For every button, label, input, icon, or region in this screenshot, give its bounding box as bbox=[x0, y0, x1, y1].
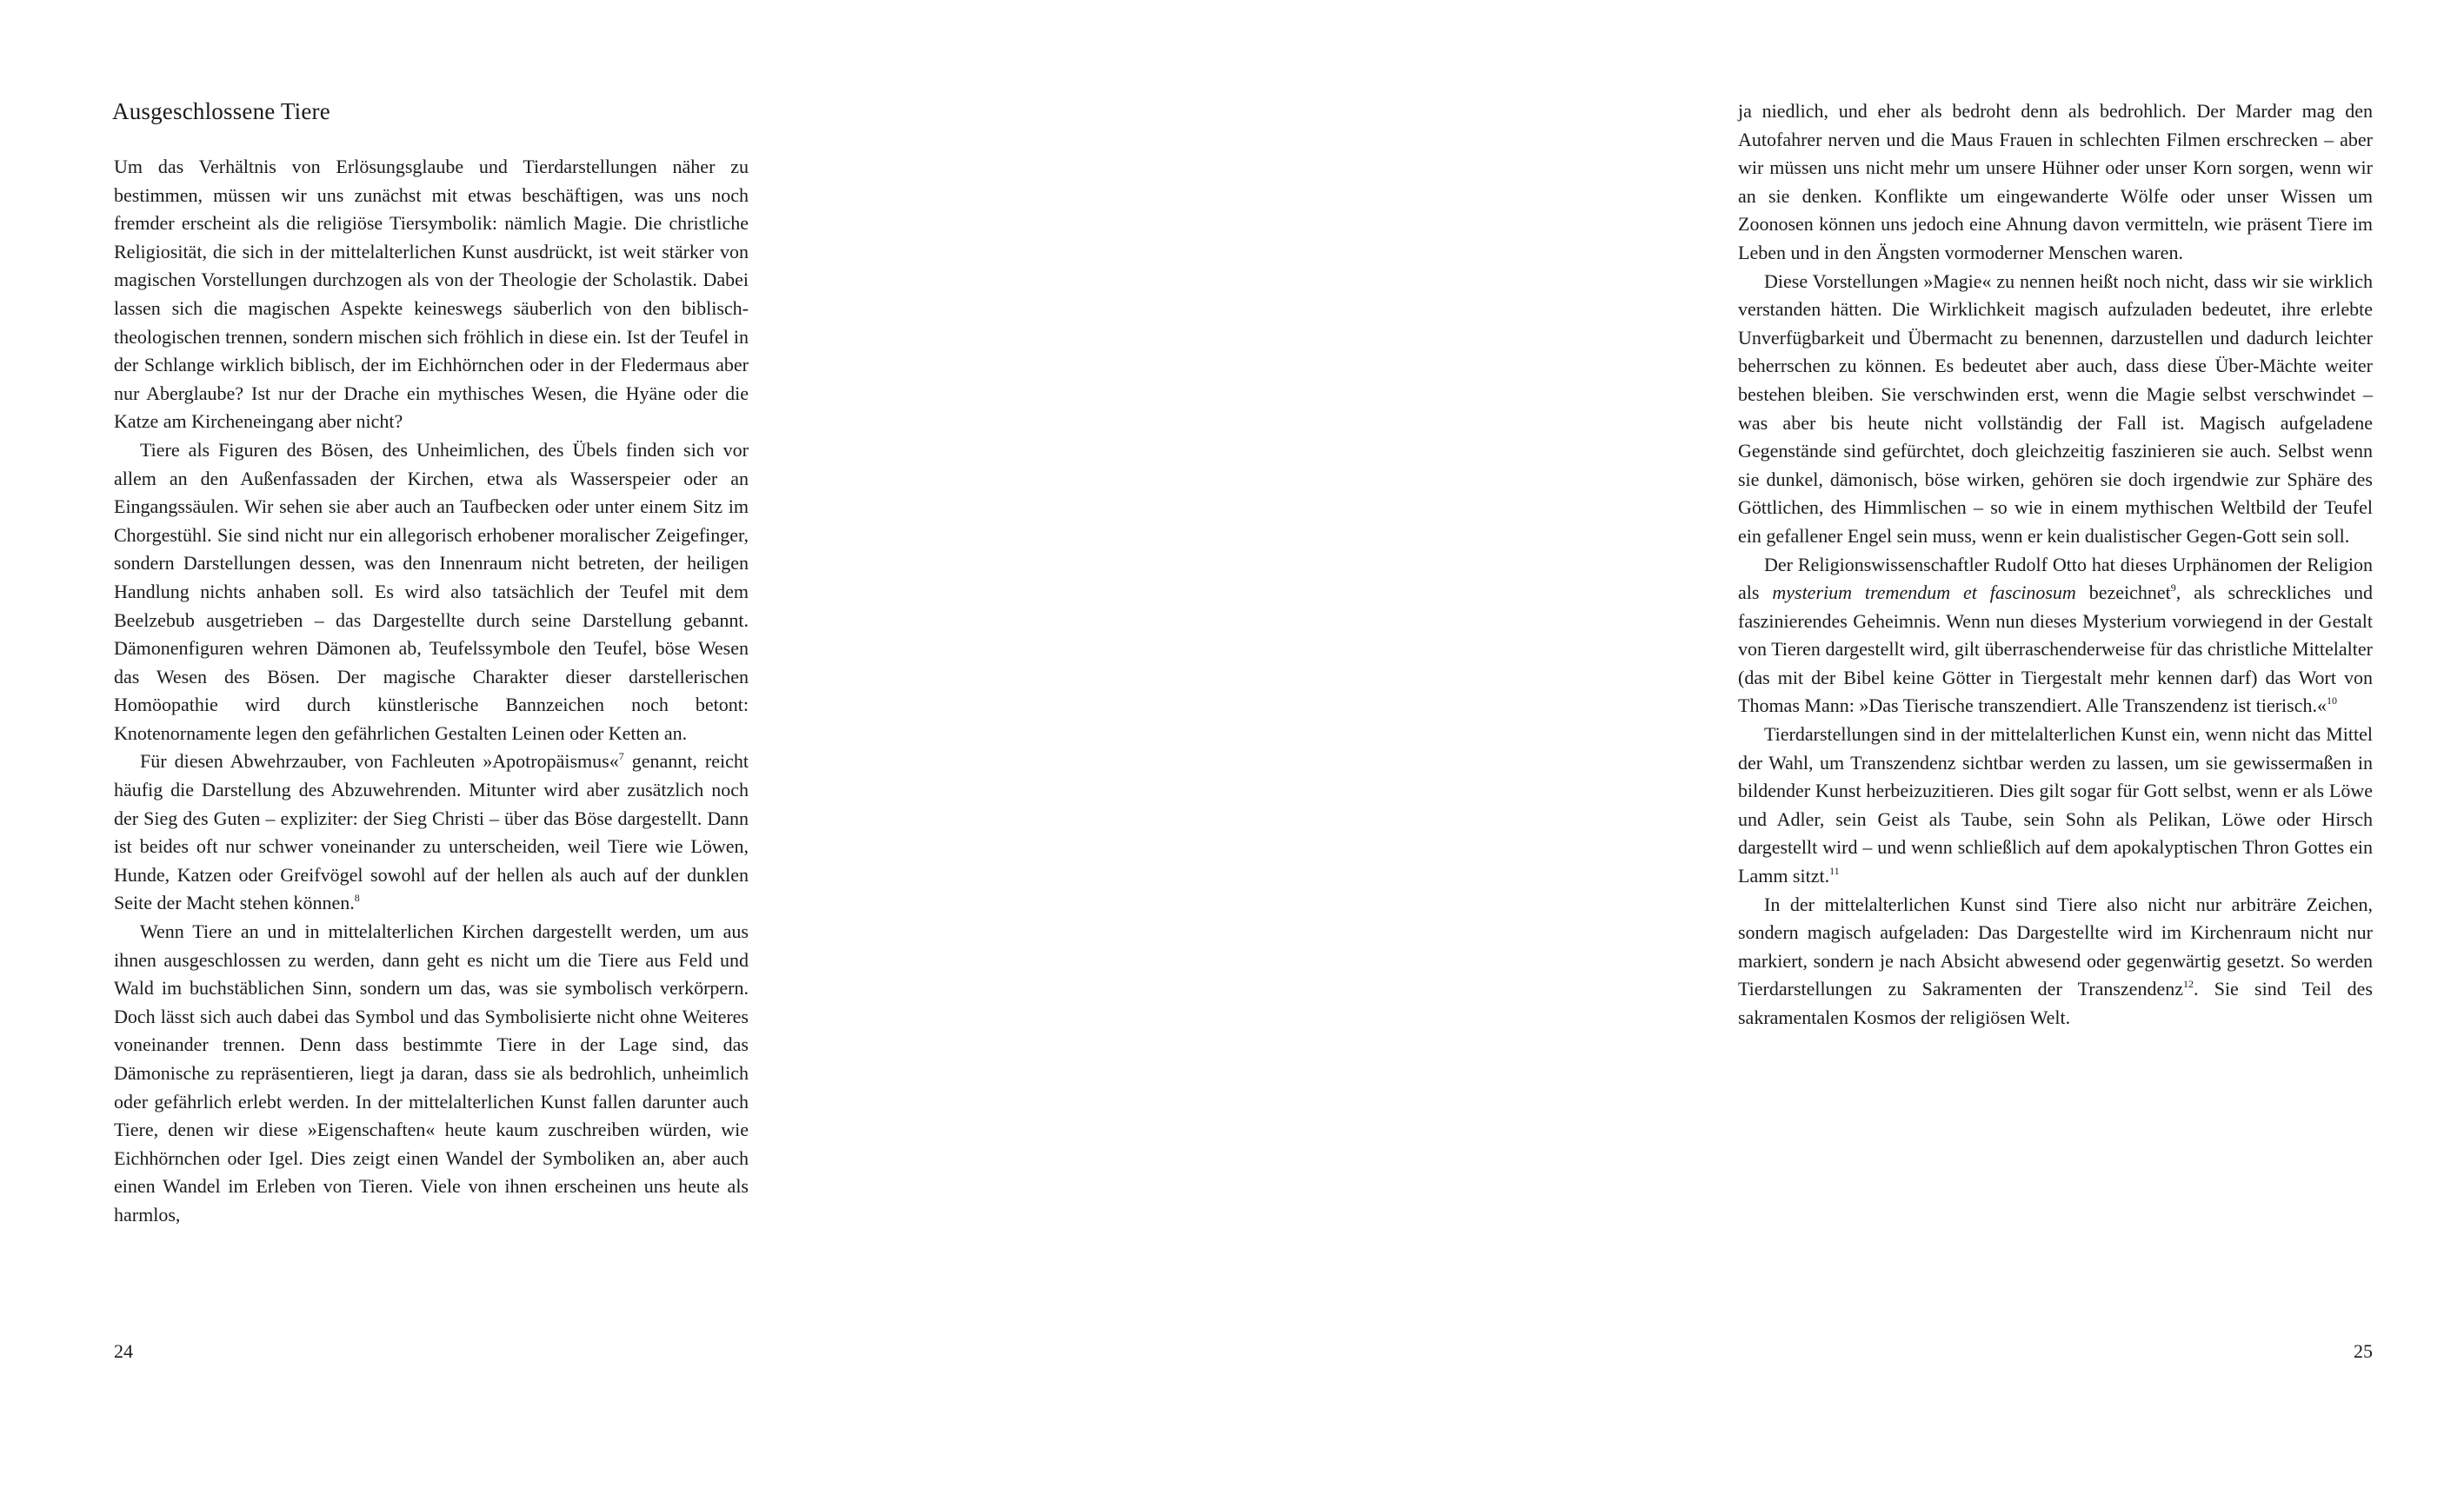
paragraph: Der Religionswissenschaftler Rudolf Otto hat dieses Urphänomen der Religion als mysterium tremendum et fascinosum bezeichnet$^9$, als schreckliches und faszinierendes Geheimnis. Wenn nun dieses Mysterium vorwiegend in der Gestalt von Tieren dargestellt wird, gilt überraschenderweise für das christliche Mittelalter (das mit der Bibel keine Götter in Tiergestalt mehr kennen darf) das Wort von Thomas Mann: »Das Tierische transzendiert. Alle Transzendenz ist tierisch.«$^{10}$ bbox=[1738, 553, 2373, 717]
paragraph: Für diesen Abwehrzauber, von Fachleuten »Apotropäismus«$^7$ genannt, reicht häufig die Darstellung des Abzuwehrenden. Mitunter wird aber zusätzlich noch der Sieg des Guten – expliziter: der Sieg Christi – über das Böse dargestellt. Dann ist beides oft nur schwer voneinander zu unterscheiden, weil Tiere wie Löwen, Hunde, Katzen oder Greifvögel sowohl auf der hellen als auch auf der dunklen Seite der Macht stehen können.$^8$ bbox=[114, 750, 749, 914]
page-number-left: 24 bbox=[114, 1340, 133, 1362]
footnote-ref-7[interactable]: 7 bbox=[618, 750, 624, 763]
paragraph: Tierdarstellungen sind in der mittelalterlichen Kunst ein, wenn nicht das Mittel der Wahl, um Transzendenz sichtbar werden zu lassen, um sie gewissermaßen in bildender Kunst herbeizuzitieren. Dies gilt sogar für Gott selbst, wenn er als Löwe und Adler, sein Geist als Taube, sein Sohn als Pelikan, Löwe oder Hirsch dargestellt wird – und wenn schließlich auf dem apokalyptischen Thron Gottes ein Lamm sitzt.$^{11}$ bbox=[1738, 723, 2373, 887]
right-page bbox=[1232, 0, 2464, 1488]
footnote-ref-9[interactable]: 9 bbox=[2170, 581, 2176, 595]
section-heading: Ausgeschlossene Tiere bbox=[112, 98, 330, 124]
paragraph: Tiere als Figuren des Bösen, des Unheimlichen, des Übels finden sich vor allem an den Außenfassaden der Kirchen, etwa als Wasserspeier oder an Eingangssäulen. Wir sehen sie aber auch an Taufbecken oder unter einem Sitz im Chorgestühl. Sie sind nicht nur ein allegorisch erhobener moralischer Zeigefinger, sondern Darstellungen dessen, was den Innenraum nicht betreten, der heiligen Handlung nichts anhaben soll. Es wird also tatsächlich der Teufel mit dem Beelzebub ausgetrieben – das Dargestellte durch seine Darstellung gebannt. Dämonenfiguren wehren Dämonen ab, Teufelssymbole den Teufel, böse Wesen das Wesen des Bösen. Der magische Charakter dieser darstellerischen Homöopathie wird durch künstlerische Bannzeichen noch betont: Knotenornamente legen den gefährlichen Gestalten Leinen oder Ketten an. bbox=[114, 438, 749, 744]
paragraph: ja niedlich, und eher als bedroht denn als bedrohlich. Der Marder mag den Autofahrer nerven und die Maus Frauen in schlechten Filmen erschrecken – aber wir müssen uns nicht mehr um unsere Hühner oder unser Korn sorgen, wenn wir an sie denken. Konflikte um eingewanderte Wölfe oder unser Wissen um Zoonosen können uns jedoch eine Ahnung davon vermitteln, wie präsent Tiere im Leben und in den Ängsten vormoderner Menschen waren. bbox=[1738, 100, 2373, 263]
page-number-right: 25 bbox=[2354, 1340, 2373, 1362]
paragraph: In der mittelalterlichen Kunst sind Tiere also nicht nur arbiträre Zeichen, sondern magisch aufgeladen: Das Dargestellte wird im Kirchenraum nicht nur markiert, sondern je nach Absicht abwesend oder gegenwärtig gesetzt. So werden Tierdarstellungen zu Sakramenten der Transzendenz$^{12}$. Sie sind Teil des sakramentalen Kosmos der religiösen Welt. bbox=[1738, 893, 2373, 1028]
paragraph: Diese Vorstellungen »Magie« zu nennen heißt noch nicht, dass wir sie wirklich verstanden hätten. Die Wirklichkeit magisch aufzuladen bedeutet, ihre erlebte Unverfügbarkeit und Übermacht zu benennen, darzustellen und dadurch leichter beherrschen zu können. Es bedeutet aber auch, dass diese Über-Mächte weiter bestehen bleiben. Sie verschwinden erst, wenn die Magie selbst verschwindet – was aber bis heute nicht vollständig der Fall ist. Magisch aufgeladene Gegenstände sind gefürchtet, doch gleichzeitig faszinieren sie auch. Selbst wenn sie dunkel, dämonisch, böse wirken, gehören sie doch irgendwie zur Sphäre des Göttlichen, des Himmlischen – so wie in einem mythischen Weltbild der Teufel ein gefallener Engel sein muss, wenn er kein dualistischer Gegen-Gott sein soll. bbox=[1738, 269, 2373, 547]
footnote-ref-11[interactable]: 11 bbox=[1829, 865, 1840, 878]
right-text-column bbox=[1738, 97, 2373, 1033]
paragraph: Wenn Tiere an und in mittelalterlichen Kirchen dargestellt werden, um aus ihnen ausgeschlossen zu werden, dann geht es nicht um die Tiere aus Feld und Wald im buchstäblichen Sinn, sondern um das, was sie symbolisch verkörpern. Doch lässt sich auch dabei das Symbol und das Symbolisierte nicht ohne Weiteres voneinander trennen. Denn dass bestimmte Tiere in der Lage sind, das Dämonische zu repräsentieren, liegt ja daran, dass sie als bedrohlich, unheimlich oder gefährlich erlebt werden. In der mittelalterlichen Kunst fallen darunter auch Tiere, denen wir diese »Eigenschaften« heute kaum zuschreiben würden, wie Eichhörnchen oder Igel. Dies zeigt einen Wandel der Symboliken an, aber auch einen Wandel im Erleben von Tieren. Viele von ihnen erscheinen uns heute als harmlos, bbox=[114, 920, 749, 1226]
left-text-column bbox=[114, 153, 749, 1230]
footnote-ref-12[interactable]: 12 bbox=[2182, 978, 2194, 991]
footnote-ref-10[interactable]: 10 bbox=[2327, 694, 2337, 707]
latin-term: mysterium tremendum et fascinosum bbox=[1772, 581, 2076, 604]
footnote-ref-8[interactable]: 8 bbox=[354, 892, 360, 905]
paragraph: Um das Verhältnis von Erlösungsglaube und Tierdarstellungen näher zu bestimmen, müssen wir uns zunächst mit etwas beschäftigen, was uns noch fremder erscheint als die religiöse Tiersymbolik: nämlich Magie. Die christliche Religiosität, die sich in der mittelalterlichen Kunst ausdrückt, ist weit stärker von magischen Vorstellungen durchzogen als von der Theologie der Scholastik. Dabei lassen sich die magischen Aspekte keineswegs säuberlich von den biblisch-theologischen trennen, sondern mischen sich fröhlich in diese ein. Ist der Teufel in der Schlange wirklich biblisch, der im Eichhörnchen oder in der Fledermaus aber nur Aberglaube? Ist nur der Drache ein mythisches Wesen, die Hyäne oder die Katze am Kircheneingang aber nicht? bbox=[114, 156, 749, 433]
